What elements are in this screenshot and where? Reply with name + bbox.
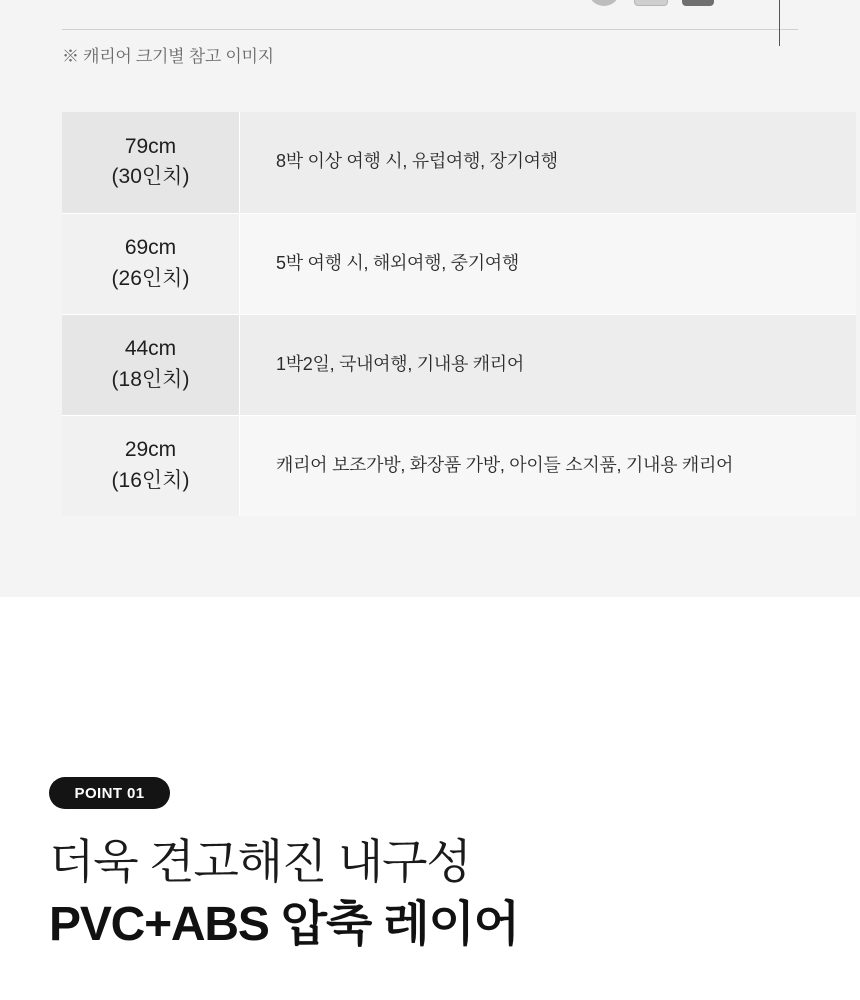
size-description: 캐리어 보조가방, 화장품 가방, 아이들 소지품, 기내용 캐리어 bbox=[240, 415, 857, 516]
size-cell bbox=[62, 314, 240, 415]
size-cell bbox=[62, 112, 240, 213]
reference-note: ※ 캐리어 크기별 참고 이미지 bbox=[62, 47, 274, 66]
top-vertical-divider bbox=[779, 0, 780, 46]
suitcase-solid-icon bbox=[682, 0, 714, 6]
table-row bbox=[62, 314, 856, 415]
table-row bbox=[62, 112, 856, 213]
point-headline-secondary: PVC+ABS 압축 레이어 bbox=[49, 898, 519, 951]
size-inch: (26인치) bbox=[111, 266, 190, 290]
size-cell bbox=[62, 213, 240, 314]
table-row bbox=[62, 415, 856, 516]
point-badge: POINT 01 bbox=[49, 777, 170, 809]
size-value: 79cm bbox=[124, 134, 177, 158]
size-inch: (30인치) bbox=[111, 165, 190, 189]
point-section bbox=[0, 597, 860, 1000]
size-description: 1박2일, 국내여행, 기내용 캐리어 bbox=[240, 314, 857, 415]
size-value: 44cm bbox=[124, 337, 177, 361]
circle-icon bbox=[588, 0, 620, 6]
size-inch: (16인치) bbox=[111, 468, 190, 492]
size-inch: (18인치) bbox=[111, 367, 190, 391]
suitcase-outline-icon bbox=[634, 0, 668, 6]
carrier-size-table bbox=[62, 112, 856, 516]
top-icon-group bbox=[588, 0, 714, 6]
size-value: 69cm bbox=[124, 236, 177, 260]
size-description: 5박 여행 시, 해외여행, 중기여행 bbox=[240, 213, 857, 314]
size-value: 29cm bbox=[124, 438, 177, 462]
top-divider bbox=[62, 29, 798, 30]
point-headline-primary: 더욱 견고해진 내구성 bbox=[49, 835, 471, 888]
size-description: 8박 이상 여행 시, 유럽여행, 장기여행 bbox=[240, 112, 857, 213]
table-row bbox=[62, 213, 856, 314]
size-cell bbox=[62, 415, 240, 516]
